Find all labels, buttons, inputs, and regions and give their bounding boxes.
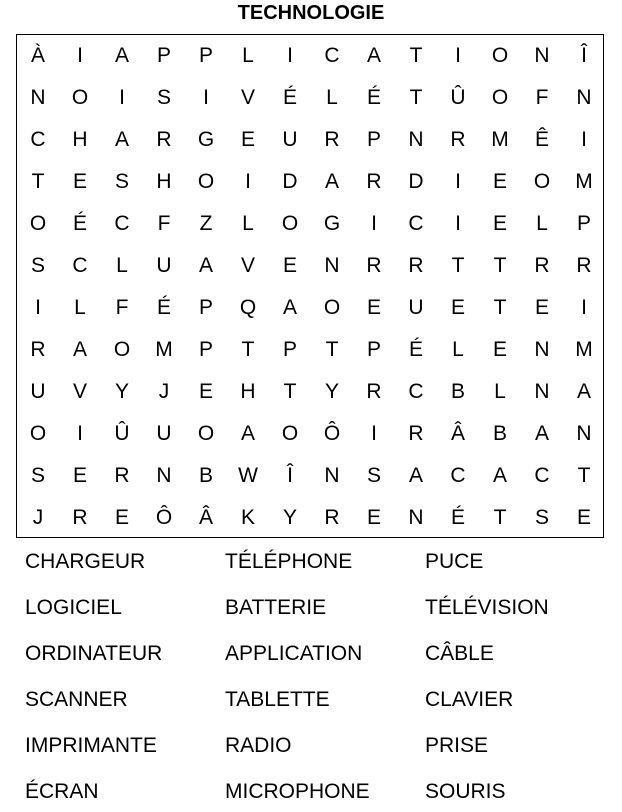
grid-letter[interactable]: Û: [450, 86, 466, 109]
grid-letter[interactable]: L: [452, 338, 464, 361]
grid-letter[interactable]: S: [114, 170, 129, 193]
grid-letter[interactable]: R: [366, 380, 382, 403]
grid-row: [17, 245, 605, 287]
grid-letter[interactable]: É: [450, 506, 465, 529]
grid-letter[interactable]: O: [197, 170, 215, 193]
grid-letter[interactable]: I: [455, 212, 461, 235]
grid-letter[interactable]: A: [282, 296, 297, 319]
grid-letter[interactable]: É: [366, 86, 381, 109]
grid-letter[interactable]: À: [30, 44, 45, 67]
grid-row: [17, 371, 605, 413]
grid-letter[interactable]: B: [492, 422, 507, 445]
grid-letter[interactable]: Ê: [534, 128, 549, 151]
grid-letter[interactable]: J: [32, 506, 44, 529]
grid-letter[interactable]: L: [242, 44, 254, 67]
grid-letter[interactable]: T: [241, 338, 255, 361]
grid-letter[interactable]: C: [30, 128, 46, 151]
grid-letter[interactable]: R: [408, 422, 424, 445]
grid-letter[interactable]: O: [197, 422, 215, 445]
grid-letter[interactable]: P: [282, 338, 297, 361]
grid-letter[interactable]: O: [491, 44, 509, 67]
grid-letter[interactable]: T: [493, 296, 507, 319]
grid-letter[interactable]: I: [455, 170, 461, 193]
grid-letter[interactable]: É: [408, 338, 423, 361]
word-list-item: BATTERIE: [225, 596, 327, 619]
grid-letter[interactable]: V: [240, 86, 255, 109]
grid-letter[interactable]: R: [114, 464, 130, 487]
grid-row: [17, 413, 605, 455]
grid-letter[interactable]: C: [408, 212, 424, 235]
grid-letter[interactable]: T: [493, 506, 507, 529]
word-list-item: TÉLÉPHONE: [225, 550, 353, 573]
grid-letter[interactable]: H: [240, 380, 256, 403]
grid-letter[interactable]: E: [492, 338, 507, 361]
grid-letter[interactable]: S: [534, 506, 549, 529]
grid-row: [17, 77, 605, 119]
grid-letter[interactable]: R: [156, 128, 172, 151]
grid-letter[interactable]: E: [240, 128, 255, 151]
grid-letter[interactable]: É: [282, 86, 297, 109]
grid-row: [17, 161, 605, 203]
grid-letter[interactable]: O: [29, 422, 47, 445]
grid-letter[interactable]: C: [534, 464, 550, 487]
grid-letter[interactable]: U: [156, 422, 172, 445]
word-list-item: MICROPHONE: [225, 780, 370, 803]
grid-letter[interactable]: E: [450, 296, 465, 319]
grid-letter[interactable]: E: [366, 296, 381, 319]
grid-letter[interactable]: Î: [581, 44, 587, 67]
grid-letter[interactable]: I: [287, 44, 293, 67]
grid-letter[interactable]: E: [114, 506, 129, 529]
grid-letter[interactable]: A: [576, 380, 591, 403]
grid-letter[interactable]: M: [155, 338, 173, 361]
grid-letter[interactable]: Ô: [323, 422, 341, 445]
grid-letter[interactable]: Z: [199, 212, 213, 235]
grid-letter[interactable]: E: [198, 380, 213, 403]
grid-letter[interactable]: A: [72, 338, 87, 361]
word-list-item: RADIO: [225, 734, 292, 757]
grid-letter[interactable]: O: [323, 296, 341, 319]
word-list-item: SCANNER: [25, 688, 128, 711]
grid-letter[interactable]: N: [408, 128, 424, 151]
grid-letter[interactable]: A: [114, 128, 129, 151]
grid-letter[interactable]: L: [494, 380, 506, 403]
grid-letter[interactable]: É: [156, 296, 171, 319]
grid-letter[interactable]: D: [408, 170, 424, 193]
grid-letter[interactable]: P: [198, 338, 213, 361]
grid-letter[interactable]: O: [71, 86, 89, 109]
word-list-item: PRISE: [425, 734, 489, 757]
grid-letter[interactable]: O: [281, 212, 299, 235]
grid-letter[interactable]: T: [283, 380, 297, 403]
grid-letter[interactable]: T: [493, 254, 507, 277]
grid-letter[interactable]: R: [366, 170, 382, 193]
grid-letter[interactable]: P: [198, 44, 213, 67]
grid-letter[interactable]: Ô: [155, 506, 173, 529]
grid-letter[interactable]: I: [77, 44, 83, 67]
grid-letter[interactable]: E: [72, 170, 87, 193]
grid-letter[interactable]: N: [30, 86, 46, 109]
puzzle-title: TECHNOLOGIE: [237, 2, 385, 24]
grid-letter[interactable]: N: [156, 464, 172, 487]
grid-letter[interactable]: Û: [114, 422, 130, 445]
grid-letter[interactable]: J: [158, 380, 170, 403]
word-list-item: ORDINATEUR: [25, 642, 163, 665]
grid-letter[interactable]: R: [324, 128, 340, 151]
grid-letter[interactable]: V: [240, 254, 255, 277]
grid-letter[interactable]: I: [203, 86, 209, 109]
grid-letter[interactable]: D: [282, 170, 298, 193]
grid-row: [17, 455, 605, 497]
grid-letter[interactable]: T: [31, 170, 45, 193]
grid-letter[interactable]: A: [534, 422, 549, 445]
grid-letter[interactable]: O: [29, 212, 47, 235]
grid-letter[interactable]: L: [242, 212, 254, 235]
word-list-item: CÂBLE: [425, 642, 494, 665]
grid-letter[interactable]: O: [281, 422, 299, 445]
grid-letter[interactable]: M: [491, 128, 509, 151]
grid-letter[interactable]: C: [114, 212, 130, 235]
grid-letter[interactable]: U: [156, 254, 172, 277]
grid-letter[interactable]: F: [115, 296, 129, 319]
grid-letter[interactable]: E: [576, 506, 591, 529]
letter-grid: [16, 34, 604, 538]
grid-letter[interactable]: K: [240, 506, 255, 529]
grid-letter[interactable]: N: [576, 86, 592, 109]
grid-letter[interactable]: A: [198, 254, 213, 277]
grid-letter[interactable]: E: [534, 296, 549, 319]
word-list-item: LOGICIEL: [25, 596, 122, 619]
grid-letter[interactable]: S: [30, 464, 45, 487]
grid-letter[interactable]: R: [72, 506, 88, 529]
grid-letter[interactable]: E: [282, 254, 297, 277]
grid-row: [17, 119, 605, 161]
grid-letter[interactable]: A: [408, 464, 423, 487]
grid-letter[interactable]: Y: [282, 506, 297, 529]
grid-letter[interactable]: T: [451, 254, 465, 277]
grid-letter[interactable]: A: [114, 44, 129, 67]
word-list-item: APPLICATION: [225, 642, 363, 665]
grid-letter[interactable]: C: [72, 254, 88, 277]
grid-letter[interactable]: N: [576, 422, 592, 445]
word-list-item: ÉCRAN: [25, 780, 99, 803]
grid-letter[interactable]: I: [581, 128, 587, 151]
grid-letter[interactable]: B: [450, 380, 465, 403]
word-list-item: SOURIS: [425, 780, 506, 803]
grid-letter[interactable]: N: [324, 464, 340, 487]
grid-letter[interactable]: I: [245, 170, 251, 193]
grid-letter[interactable]: R: [576, 254, 592, 277]
grid-letter[interactable]: L: [326, 86, 338, 109]
grid-letter[interactable]: I: [35, 296, 41, 319]
grid-letter[interactable]: N: [534, 380, 550, 403]
grid-letter[interactable]: C: [324, 44, 340, 67]
grid-letter[interactable]: T: [577, 464, 591, 487]
grid-letter[interactable]: T: [325, 338, 339, 361]
grid-letter[interactable]: Î: [287, 464, 293, 487]
grid-letter[interactable]: A: [240, 422, 255, 445]
grid-letter[interactable]: É: [72, 212, 87, 235]
grid-row: [17, 287, 605, 329]
grid-letter[interactable]: R: [450, 128, 466, 151]
grid-letter[interactable]: I: [581, 296, 587, 319]
grid-letter[interactable]: R: [324, 506, 340, 529]
grid-letter[interactable]: I: [371, 422, 377, 445]
grid-letter[interactable]: U: [30, 380, 46, 403]
grid-letter[interactable]: M: [575, 338, 593, 361]
grid-letter[interactable]: P: [576, 212, 591, 235]
grid-letter[interactable]: G: [323, 212, 341, 235]
grid-letter[interactable]: H: [156, 170, 172, 193]
grid-letter[interactable]: L: [536, 212, 548, 235]
grid-letter[interactable]: O: [491, 86, 509, 109]
grid-letter[interactable]: N: [324, 254, 340, 277]
grid-letter[interactable]: E: [72, 464, 87, 487]
grid-letter[interactable]: Y: [324, 380, 339, 403]
grid-row: [17, 497, 605, 539]
grid-letter[interactable]: E: [366, 506, 381, 529]
grid-letter[interactable]: F: [157, 212, 171, 235]
grid-letter[interactable]: H: [72, 128, 88, 151]
word-list-item: TABLETTE: [225, 688, 330, 711]
grid-row: [17, 329, 605, 371]
grid-letter[interactable]: L: [74, 296, 86, 319]
grid-letter[interactable]: V: [72, 380, 87, 403]
word-list-item: CLAVIER: [425, 688, 514, 711]
grid-letter[interactable]: T: [409, 86, 423, 109]
grid-letter[interactable]: M: [575, 170, 593, 193]
grid-letter[interactable]: E: [492, 170, 507, 193]
grid-letter[interactable]: A: [492, 464, 507, 487]
grid-letter[interactable]: I: [119, 86, 125, 109]
word-list-item: TÉLÉVISION: [425, 596, 549, 619]
grid-letter[interactable]: S: [366, 464, 381, 487]
grid-letter[interactable]: N: [534, 44, 550, 67]
grid-letter[interactable]: R: [30, 338, 46, 361]
grid-letter[interactable]: C: [408, 380, 424, 403]
grid-letter[interactable]: S: [156, 86, 171, 109]
grid-letter[interactable]: A: [324, 170, 339, 193]
grid-letter[interactable]: R: [366, 254, 382, 277]
grid-letter[interactable]: I: [371, 212, 377, 235]
grid-letter[interactable]: Y: [114, 380, 129, 403]
grid-letter[interactable]: I: [77, 422, 83, 445]
grid-letter[interactable]: Q: [239, 296, 257, 319]
grid-letter[interactable]: L: [116, 254, 128, 277]
grid-letter[interactable]: U: [408, 296, 424, 319]
word-list: [0, 538, 622, 812]
word-list-item: PUCE: [425, 550, 484, 573]
grid-letter[interactable]: G: [197, 128, 215, 151]
grid-letter[interactable]: O: [113, 338, 131, 361]
grid-row: [17, 35, 605, 77]
grid-letter[interactable]: T: [409, 44, 423, 67]
grid-letter[interactable]: P: [366, 338, 381, 361]
grid-letter[interactable]: F: [535, 86, 549, 109]
grid-letter[interactable]: U: [282, 128, 298, 151]
grid-letter[interactable]: E: [492, 212, 507, 235]
grid-letter[interactable]: O: [533, 170, 551, 193]
grid-letter[interactable]: B: [198, 464, 213, 487]
grid-letter[interactable]: R: [534, 254, 550, 277]
grid-letter[interactable]: Â: [198, 506, 213, 529]
grid-row: [17, 203, 605, 245]
grid-letter[interactable]: I: [455, 44, 461, 67]
grid-letter[interactable]: Â: [450, 422, 465, 445]
word-list-item: CHARGEUR: [25, 550, 146, 573]
word-list-item: IMPRIMANTE: [25, 734, 157, 757]
grid-letter[interactable]: W: [238, 464, 258, 487]
grid-letter[interactable]: P: [156, 44, 171, 67]
grid-letter[interactable]: R: [408, 254, 424, 277]
grid-letter[interactable]: N: [534, 338, 550, 361]
grid-letter[interactable]: C: [450, 464, 466, 487]
grid-letter[interactable]: P: [198, 296, 213, 319]
grid-letter[interactable]: N: [408, 506, 424, 529]
grid-letter[interactable]: P: [366, 128, 381, 151]
grid-letter[interactable]: S: [30, 254, 45, 277]
grid-letter[interactable]: A: [366, 44, 381, 67]
